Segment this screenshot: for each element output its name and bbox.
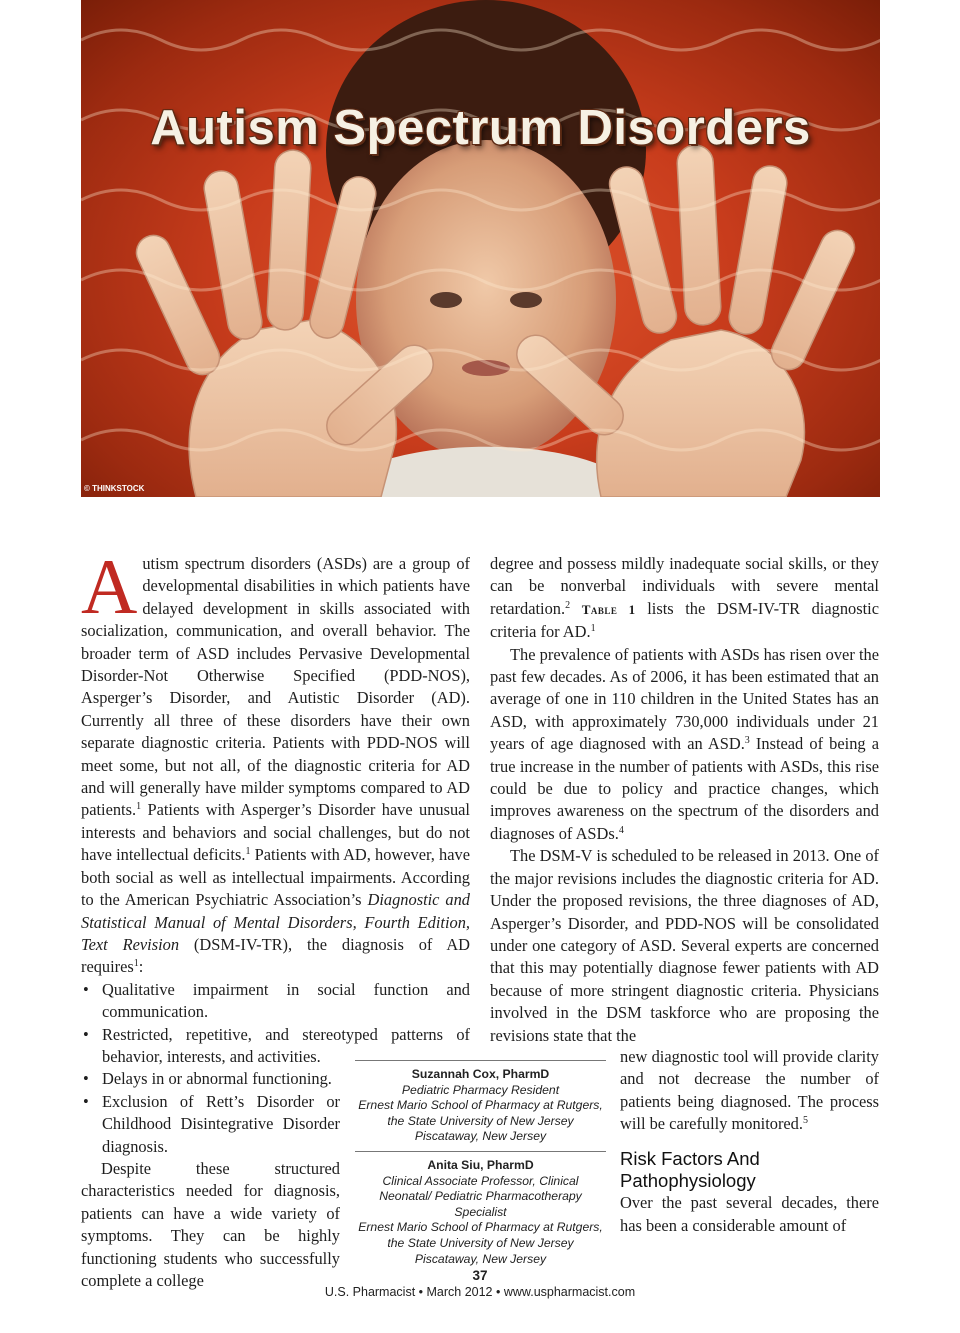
risk-factors-paragraph: Over the past several decades, there has been a considerable amount of	[620, 1193, 879, 1235]
author-block	[355, 1151, 606, 1273]
ref-superscript: 4	[618, 824, 624, 836]
ref-superscript: 1	[590, 623, 596, 635]
dsm5-paragraph: The DSM-V is scheduled to be released in 2013. One of the major revisions includes the diagnostic criteria for AD. Under the proposed revisions, the three diagnoses of AD, Asperger’s Disorder, and PDD-NOS will be consolidated under one category of ASD. Several experts are concerned that this may potentially diagnose fewer patients with AD because of more stringent diagnostic criteria. Physicians involved in the DSM taskforce who are proposing the revisions state that the	[490, 846, 879, 1045]
col2-text: lists the DSM-IV-TR diagnostic criteria for AD.	[490, 598, 879, 642]
table-reference: Table 1	[581, 601, 636, 617]
col2-text: degree and possess mildly inadequate social skills, or they can be nonverbal individuals with severe mental retardation.	[490, 554, 879, 618]
intro-text-mid: Patients with Asperger’s Disorder have unusual interests and behaviors and social challenges, but do not have intellectual deficits.	[81, 800, 470, 865]
author-name: Anita Siu, PharmD	[427, 1157, 534, 1172]
author-name: Suzannah Cox, PharmD	[411, 1067, 550, 1081]
col3-paragraph-1	[620, 1046, 879, 1136]
ref-superscript: 1	[245, 846, 251, 858]
left-eye	[430, 292, 462, 308]
section-heading: Risk Factors And Pathophysiology	[620, 1147, 760, 1192]
page-number: 37	[472, 1268, 488, 1283]
author-affiliation: Ernest Mario School of Pharmacy at Rutgers, the State University of New Jersey	[358, 1098, 603, 1128]
article-title: Autism Spectrum Disorders	[150, 101, 811, 155]
ref-superscript: 1	[133, 958, 139, 970]
list-item: • Exclusion of Rett’s Disorder or Childhood Disintegrative Disorder diagnosis.	[81, 1091, 340, 1158]
list-item: • Qualitative impairment in social function and communication.	[81, 979, 470, 1024]
intro-text-mid2: Patients with AD, however, have both social as well as intellectual impairments. According to the American Psychiatric Association’s	[81, 845, 470, 910]
ref-superscript: 1	[136, 801, 142, 813]
hero-illustration	[81, 0, 880, 497]
body-column-2	[490, 553, 879, 1047]
right-eye	[510, 292, 542, 308]
col3-text: new diagnostic tool will provide clarity and not decrease the number of patients being diagnosed. The process will be carefully monitored.	[620, 1047, 879, 1134]
author-role: Clinical Associate Professor, Clinical Neonatal/ Pediatric Pharmacotherapy Specialist	[379, 1173, 582, 1219]
author-location: Piscataway, New Jersey	[414, 1129, 547, 1144]
author-location: Piscataway, New Jersey	[414, 1251, 547, 1266]
hero-image	[81, 0, 880, 497]
prevalence-text: The prevalence of patients with ASDs has risen over the past few decades. As of 2006, it has been estimated that an average of one in 110 children in the United States has an ASD, with approximately 730,000 individuals under 21 years of age diagnosed with an ASD.	[490, 644, 879, 754]
body-column-3	[620, 1046, 879, 1237]
prevalence-paragraph	[490, 644, 879, 846]
author-block	[355, 1061, 606, 1151]
page-footer	[0, 1268, 960, 1299]
prevalence-text-2: Instead of being a true increase in the number of patients with ASDs, this rise could be due to policy and practice changes, which improves awareness on the spectrum of the disorders and diagnoses of ASDs.	[490, 734, 879, 843]
list-item: • Delays in or abnormal functioning.	[81, 1068, 361, 1090]
intro-text-lead: utism spectrum disorders (ASDs) are a group of developmental disabilities in which patients have delayed development in skills associated with socialization, communication, and overall behavior. The broader term of ASD includes Pervasive Developmental Disorder-Not Otherwise Specified (PDD-NOS), Asperger’s Disorder, and Autistic Disorder (AD). Currently all three of these disorders have their own separate diagnostic criteria. Patients with PDD-NOS will meet some, but not all, of the diagnostic criteria for AD and will generally have milder symptoms compared to AD patients.	[81, 554, 470, 820]
intro-text-tail: (DSM-IV-TR), the diagnosis of AD requires	[81, 934, 470, 977]
publication-line: U.S. Pharmacist • March 2012 • www.uspharmacist.com	[324, 1285, 636, 1299]
col2-paragraph-1	[490, 553, 879, 644]
symptoms-paragraph: Despite these structured characteristics needed for diagnosis, patients can have a wide variety of symptoms. They can be highly functioning students who successfully complete a college	[81, 1158, 340, 1290]
author-box	[355, 1060, 606, 1273]
manual-title: Diagnostic and Statistical Manual of Mental Disorders, Fourth Edition, Text Revision	[81, 890, 470, 954]
ref-superscript: 2	[565, 599, 571, 611]
intro-colon: :	[138, 957, 144, 977]
ref-superscript: 3	[744, 735, 750, 747]
author-role: Pediatric Pharmacy Resident	[401, 1082, 560, 1097]
intro-paragraph	[81, 543, 470, 979]
drop-cap: A	[81, 543, 138, 630]
photo-credit: © THINKSTOCK	[84, 484, 145, 493]
ref-superscript: 5	[802, 1115, 808, 1127]
list-item: • Restricted, repetitive, and stereotyped patterns of behavior, interests, and activities.	[81, 1024, 470, 1069]
author-affiliation: Ernest Mario School of Pharmacy at Rutgers, the State University of New Jersey	[358, 1220, 603, 1250]
